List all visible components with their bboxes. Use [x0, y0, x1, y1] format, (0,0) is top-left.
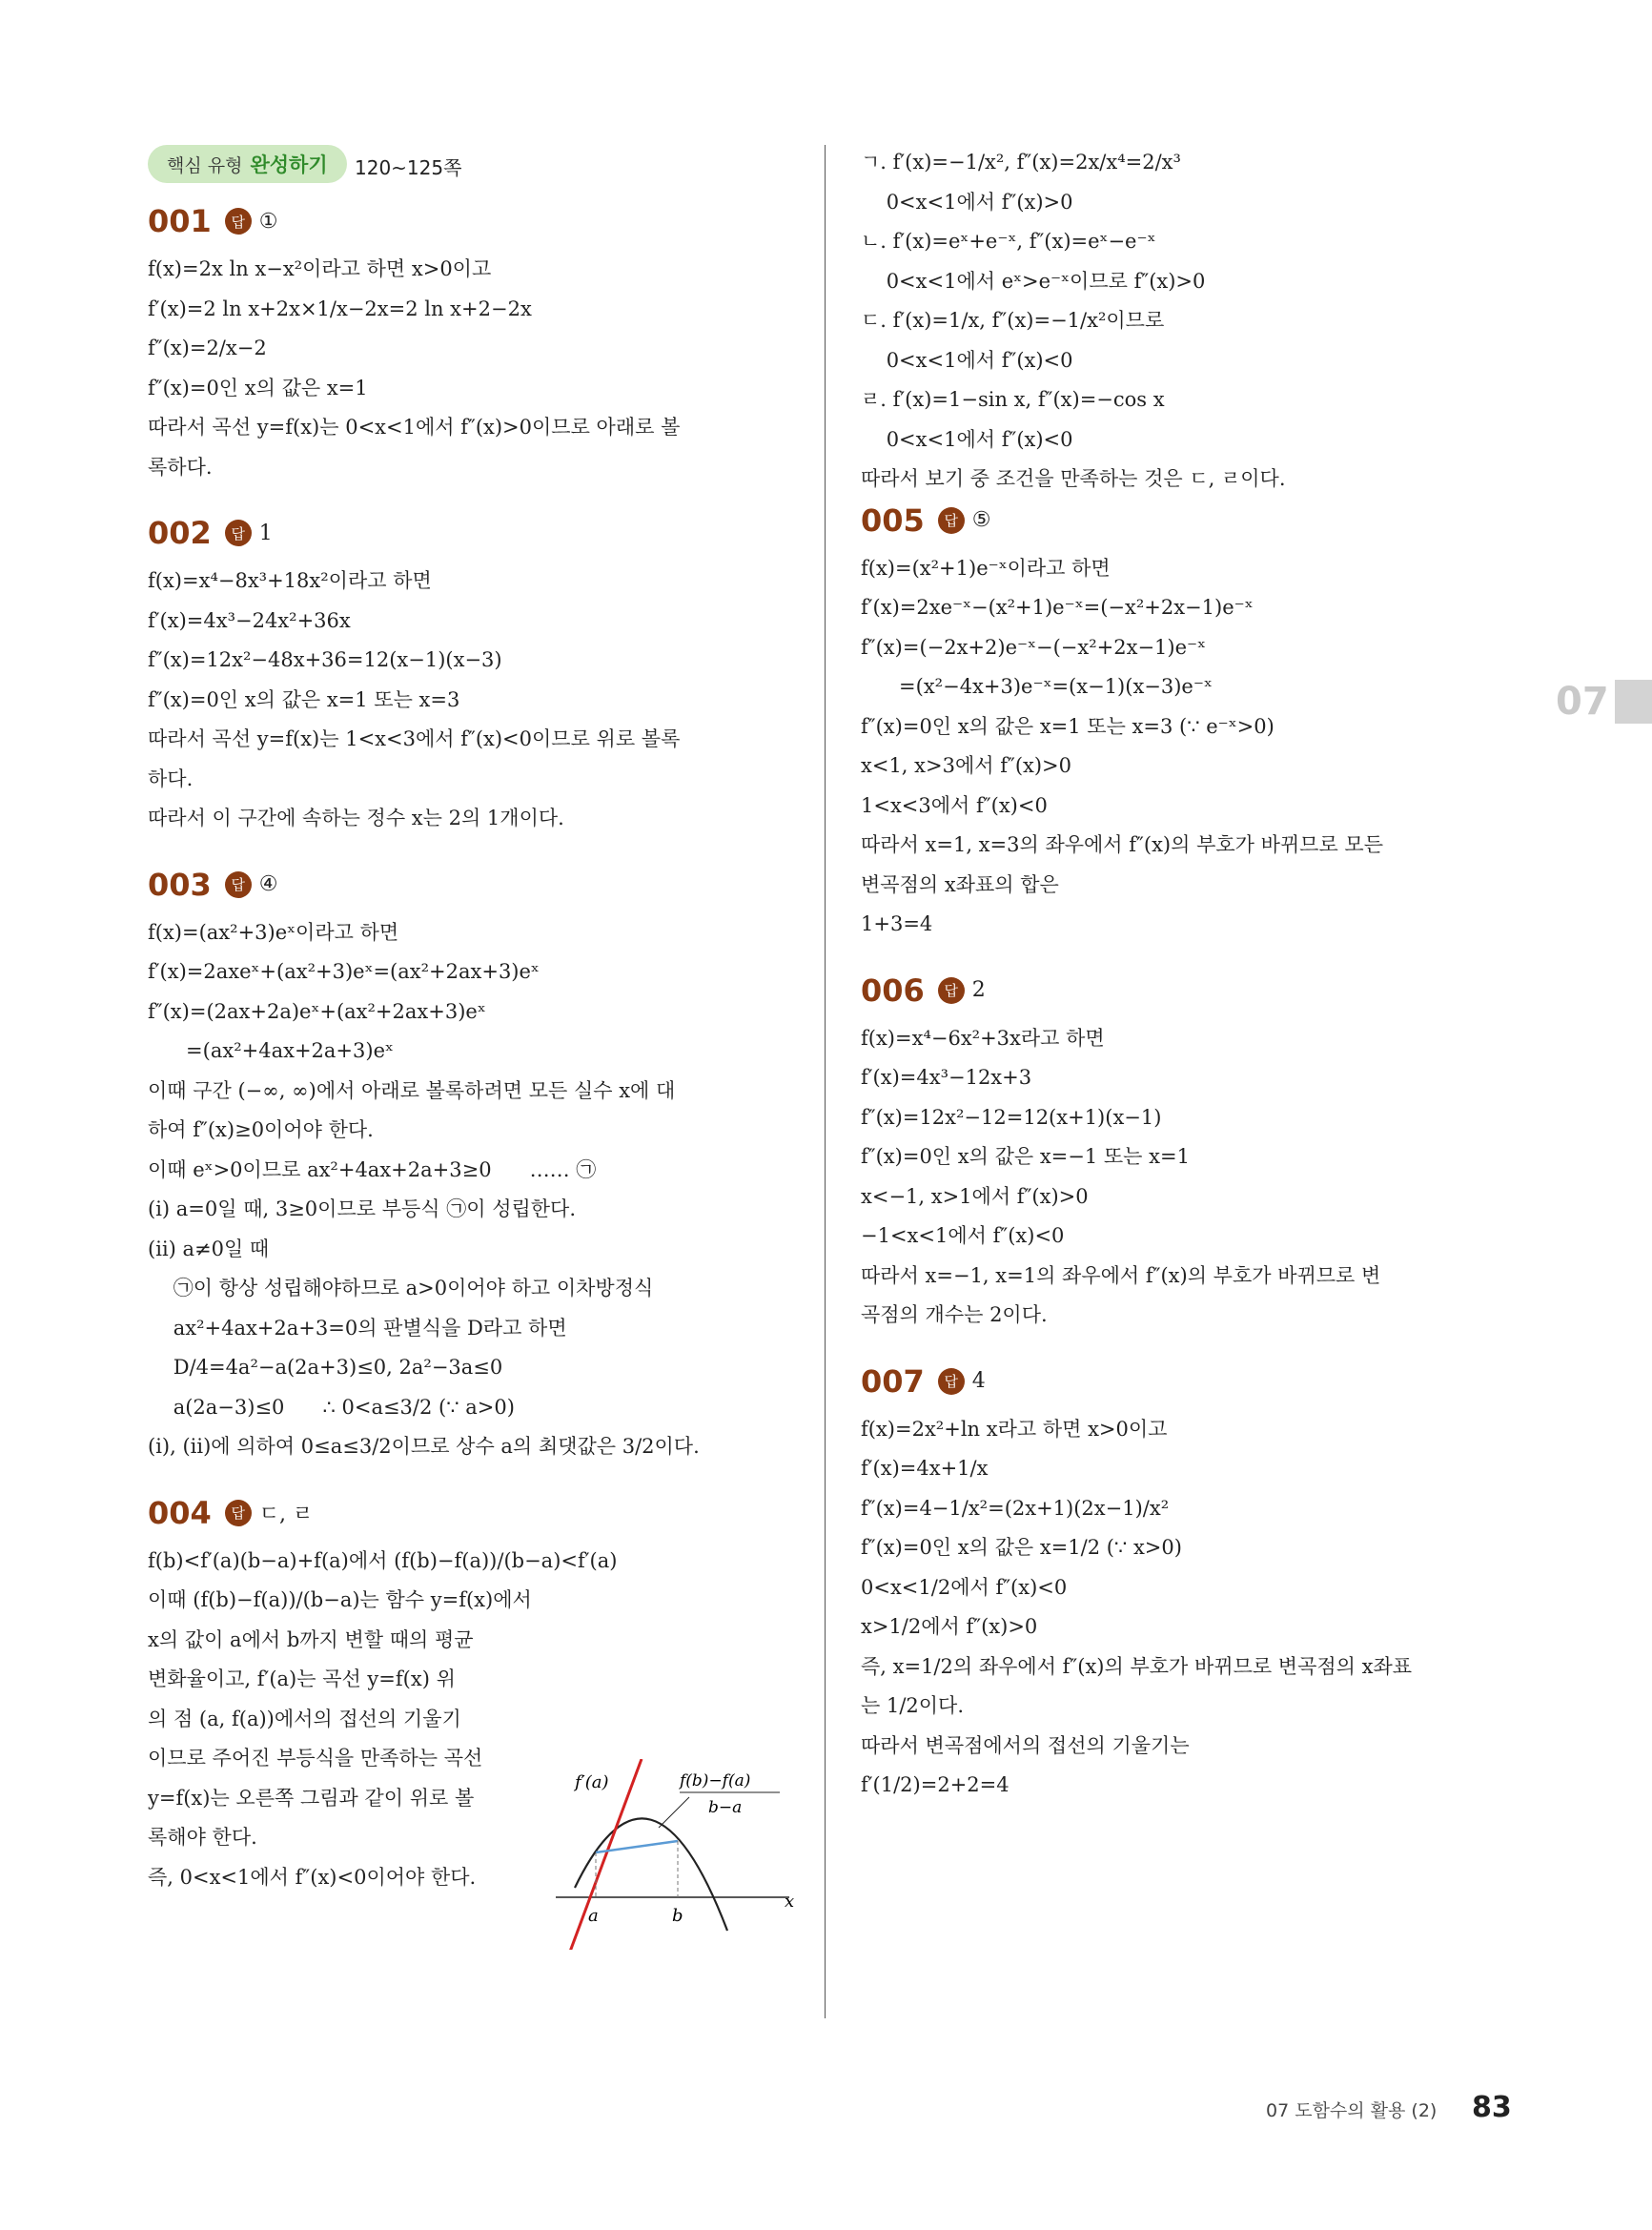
problem-number: 002 — [148, 515, 212, 551]
solution-line: D/4=4a²−a(2a+3)≤0, 2a²−3a≤0 — [148, 1356, 503, 1379]
problem-number: 005 — [861, 501, 925, 539]
label-fprime: f′(a) — [575, 1772, 609, 1792]
solution-line: ㄷ. f′(x)=1/x, f″(x)=−1/x²이므로 — [861, 309, 1165, 332]
solution-line: ㄱ. f′(x)=−1/x², f″(x)=2x/x⁴=2/x³ — [861, 151, 1181, 174]
solution-line: 록하다. — [148, 455, 213, 479]
answer-value: ㄷ, ㄹ — [258, 1503, 314, 1526]
solution-line: ㄴ. f′(x)=eˣ+e⁻ˣ, f″(x)=eˣ−e⁻ˣ — [861, 230, 1156, 253]
solution-line: f′(x)=2 ln x+2x×1/x−2x=2 ln x+2−2x — [148, 297, 532, 320]
answer-badge: 답 — [225, 1500, 252, 1526]
answer-badge: 답 — [225, 871, 252, 898]
solution-line: 이므로 주어진 부등식을 만족하는 곡선 — [148, 1747, 483, 1770]
solution-line: x의 값이 a에서 b까지 변할 때의 평균 — [148, 1627, 474, 1651]
problem-header — [861, 500, 1509, 542]
solution-line: f″(x)=(2ax+2a)eˣ+(ax²+2ax+3)eˣ — [148, 999, 486, 1023]
tag-prefix: 핵심 유형 — [167, 154, 243, 176]
solution-line: (ⅱ) a≠0일 때 — [148, 1237, 270, 1260]
problem-header — [861, 1361, 1509, 1402]
solution-line: f′(x)=4x³−24x²+36x — [148, 608, 351, 632]
problem-header — [148, 864, 796, 906]
chapter-side-tab — [1556, 679, 1652, 725]
problem-005 — [861, 500, 1509, 945]
problem-header — [148, 512, 796, 554]
problem-header — [148, 200, 796, 242]
problem-003 — [148, 864, 796, 1467]
solution-line: (ⅰ), (ⅱ)에 의하여 0≤a≤3/2이므로 상수 a의 최댓값은 3/2이다. — [148, 1435, 700, 1458]
left-column — [148, 143, 796, 1897]
pointer-line — [659, 1797, 689, 1828]
solution-line: =(ax²+4ax+2a+3)eˣ — [148, 1039, 394, 1062]
solution-line: f″(x)=(−2x+2)e⁻ˣ−(−x²+2x−1)e⁻ˣ — [861, 635, 1207, 659]
answer-value: 2 — [971, 978, 986, 1002]
solution-line: f″(x)=12x²−48x+36=12(x−1)(x−3) — [148, 648, 502, 671]
problem-number: 001 — [148, 203, 212, 239]
answer-badge: 답 — [225, 520, 252, 546]
solution-line: 록해야 한다. — [148, 1826, 257, 1849]
solution-line: 변곡점의 x좌표의 합은 — [861, 872, 1059, 896]
solution-line: 0<x<1에서 f″(x)<0 — [861, 427, 1073, 451]
label-slope-num: f(b)−f(a) — [680, 1771, 751, 1790]
solution-line: f(x)=(ax²+3)eˣ이라고 하면 — [148, 920, 399, 944]
solution-line: f(x)=x⁴−6x²+3x라고 하면 — [861, 1026, 1105, 1050]
solution-line: f″(x)=12x²−12=12(x+1)(x−1) — [861, 1105, 1162, 1129]
solution-line: 의 점 (a, f(a))에서의 접선의 기울기 — [148, 1707, 461, 1730]
solution-line: 0<x<1에서 f″(x)<0 — [861, 348, 1073, 372]
solution-line: f″(x)=0인 x의 값은 x=1 또는 x=3 — [148, 687, 460, 711]
solution-line: f(x)=2x²+ln x라고 하면 x>0이고 — [861, 1417, 1168, 1441]
answer-value: 4 — [971, 1369, 986, 1393]
solution-line: x>1/2에서 f″(x)>0 — [861, 1615, 1038, 1638]
page-number: 83 — [1472, 2091, 1512, 2124]
answer-value: ⑤ — [971, 508, 991, 532]
solution-line: ax²+4ax+2a+3=0의 판별식을 D라고 하면 — [148, 1316, 567, 1340]
answer-badge: 답 — [938, 1368, 965, 1395]
solution-line: f″(x)=4−1/x²=(2x+1)(2x−1)/x² — [861, 1496, 1170, 1520]
column-divider — [825, 145, 826, 2018]
right-column — [861, 143, 1509, 1806]
solution-line: f″(x)=0인 x의 값은 x=1 — [148, 376, 368, 399]
solution-line: 하다. — [148, 767, 194, 790]
solution-line: 이때 eˣ>0이므로 ax²+4ax+2a+3≥0 …… ㉠ — [148, 1157, 597, 1181]
solution-line: 는 1/2이다. — [861, 1694, 965, 1717]
problem-number: 003 — [148, 866, 212, 903]
problem-004-continuation — [861, 143, 1509, 500]
page-range: 120~125쪽 — [355, 156, 462, 179]
problem-001 — [148, 200, 796, 487]
tangent-graph — [556, 1759, 804, 1950]
solution-line: f″(x)=0인 x의 값은 x=1 또는 x=3 (∵ e⁻ˣ>0) — [861, 714, 1275, 738]
solution-line: 따라서 곡선 y=f(x)는 0<x<1에서 f″(x)>0이므로 아래로 볼 — [148, 416, 681, 439]
solution-line: =(x²−4x+3)e⁻ˣ=(x−1)(x−3)e⁻ˣ — [861, 675, 1213, 698]
solution-line: (ⅰ) a=0일 때, 3≥0이므로 부등식 ㉠이 성립한다. — [148, 1197, 577, 1220]
solution-line: 0<x<1에서 eˣ>e⁻ˣ이므로 f″(x)>0 — [861, 269, 1206, 293]
solution-line: 변화율이고, f′(a)는 곡선 y=f(x) 위 — [148, 1667, 456, 1690]
problem-006 — [861, 970, 1509, 1336]
solution-line: x<−1, x>1에서 f″(x)>0 — [861, 1184, 1089, 1208]
answer-value: ④ — [258, 872, 278, 896]
answer-badge: 답 — [225, 208, 252, 235]
problem-number: 004 — [148, 1494, 212, 1531]
problem-007 — [861, 1361, 1509, 1806]
answer-badge: 답 — [938, 977, 965, 1004]
problem-header — [861, 970, 1509, 1012]
label-x: x — [785, 1892, 795, 1912]
solution-line: 따라서 보기 중 조건을 만족하는 것은 ㄷ, ㄹ이다. — [861, 467, 1286, 490]
answer-value: ① — [258, 209, 278, 234]
solution-line: 따라서 이 구간에 속하는 정수 x는 2의 1개이다. — [148, 807, 564, 829]
solution-line: 1+3=4 — [861, 912, 933, 935]
right-problems — [861, 500, 1509, 1806]
solution-line: a(2a−3)≤0 ∴ 0<a≤3/2 (∵ a>0) — [148, 1395, 515, 1419]
side-tab-bar — [1615, 680, 1652, 724]
solution-line: ㄹ. f′(x)=1−sin x, f″(x)=−cos x — [861, 388, 1165, 411]
solution-line: 1<x<3에서 f″(x)<0 — [861, 793, 1048, 817]
solution-line: f″(x)=2/x−2 — [148, 337, 267, 359]
solution-line: 0<x<1에서 f″(x)>0 — [861, 190, 1073, 214]
solution-line: −1<x<1에서 f″(x)<0 — [861, 1224, 1065, 1247]
problem-number: 007 — [861, 1362, 925, 1400]
solution-line: 따라서 곡선 y=f(x)는 1<x<3에서 f″(x)<0이므로 위로 볼록 — [148, 727, 681, 750]
label-a: a — [588, 1906, 599, 1926]
solution-line: f′(1/2)=2+2=4 — [861, 1773, 1010, 1796]
solution-line: 즉, x=1/2의 좌우에서 f″(x)의 부호가 바뀌므로 변곡점의 x좌표 — [861, 1654, 1413, 1678]
solution-line: 따라서 x=1, x=3의 좌우에서 f″(x)의 부호가 바뀌므로 모든 — [861, 833, 1383, 856]
solution-line: 하여 f″(x)≥0이어야 한다. — [148, 1118, 374, 1141]
label-b: b — [672, 1906, 683, 1926]
solution-line: 즉, 0<x<1에서 f″(x)<0이어야 한다. — [148, 1865, 477, 1889]
footer-chapter: 07 도함수의 활용 (2) — [1266, 2100, 1438, 2121]
solution-line: f(x)=x⁴−8x³+18x²이라고 하면 — [148, 569, 432, 592]
solution-line: f′(x)=4x³−12x+3 — [861, 1066, 1032, 1089]
solution-line: f′(x)=2xe⁻ˣ−(x²+1)e⁻ˣ=(−x²+2x−1)e⁻ˣ — [861, 596, 1254, 619]
solution-line: ㉠이 항상 성립해야하므로 a>0이어야 하고 이차방정식 — [148, 1277, 654, 1299]
problem-number: 006 — [861, 972, 925, 1009]
side-tab-label: 07 — [1556, 680, 1609, 724]
solution-line: 곡점의 개수는 2이다. — [861, 1303, 1048, 1326]
tag-highlight: 완성하기 — [250, 153, 328, 176]
solution-line: f′(x)=2axeˣ+(ax²+3)eˣ=(ax²+2ax+3)eˣ — [148, 960, 540, 983]
problem-header — [148, 1492, 796, 1534]
solution-line: 0<x<1/2에서 f″(x)<0 — [861, 1575, 1068, 1599]
solution-line: y=f(x)는 오른쪽 그림과 같이 위로 볼 — [148, 1786, 475, 1810]
solution-line: f(b)<f′(a)(b−a)+f(a)에서 (f(b)−f(a))/(b−a)<f′(a) — [148, 1548, 618, 1572]
answer-value: 1 — [258, 521, 273, 545]
solution-line: f″(x)=0인 x의 값은 x=−1 또는 x=1 — [861, 1145, 1190, 1168]
solution-line: f(x)=2x ln x−x²이라고 하면 x>0이고 — [148, 257, 492, 280]
answer-badge: 답 — [938, 507, 965, 534]
problem-002 — [148, 512, 796, 839]
solution-line: 따라서 x=−1, x=1의 좌우에서 f″(x)의 부호가 바뀌므로 변 — [861, 1263, 1381, 1287]
label-slope-den: b−a — [708, 1798, 743, 1817]
solution-line: 이때 (f(b)−f(a))/(b−a)는 함수 y=f(x)에서 — [148, 1588, 532, 1611]
solution-line: f″(x)=0인 x의 값은 x=1/2 (∵ x>0) — [861, 1536, 1182, 1559]
solution-line: 이때 구간 (−∞, ∞)에서 아래로 볼록하려면 모든 실수 x에 대 — [148, 1078, 676, 1102]
solution-line: f′(x)=4x+1/x — [861, 1457, 989, 1480]
solution-line: 따라서 변곡점에서의 접선의 기울기는 — [861, 1733, 1190, 1757]
solution-line: f(x)=(x²+1)e⁻ˣ이라고 하면 — [861, 556, 1111, 580]
solution-line: x<1, x>3에서 f″(x)>0 — [861, 754, 1071, 777]
